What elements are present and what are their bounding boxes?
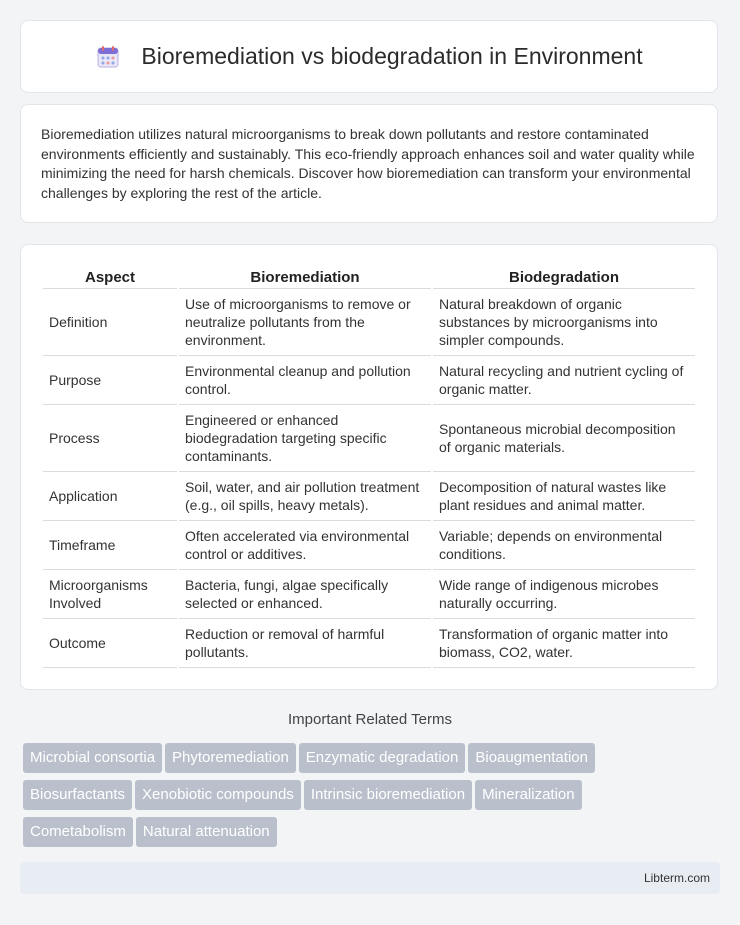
biodegradation-cell: Decomposition of natural wastes like plant residues and animal matter.: [433, 472, 695, 521]
bioremediation-cell: Reduction or removal of harmful pollutants.: [179, 619, 431, 668]
table-row: [43, 619, 695, 668]
biodegradation-cell: Variable; depends on environmental conditions.: [433, 521, 695, 570]
related-term-tag[interactable]: Phytoremediation: [165, 743, 296, 773]
related-term-tag[interactable]: Intrinsic bioremediation: [304, 780, 472, 810]
biodegradation-cell: Wide range of indigenous microbes naturally occurring.: [433, 570, 695, 619]
biodegradation-cell: Natural recycling and nutrient cycling of organic matter.: [433, 356, 695, 405]
footer-site-link[interactable]: Libterm.com: [643, 871, 710, 885]
bioremediation-cell: Bacteria, fungi, algae specifically selected or enhanced.: [179, 570, 431, 619]
related-terms-list: [23, 743, 723, 854]
comparison-card: [20, 244, 718, 690]
column-header: Bioremediation: [179, 265, 431, 289]
bioremediation-cell: Often accelerated via environmental control or additives.: [179, 521, 431, 570]
aspect-cell: Timeframe: [43, 521, 177, 570]
related-terms-title: Important Related Terms: [288, 711, 452, 728]
related-term-tag[interactable]: Natural attenuation: [136, 817, 277, 847]
related-term-tag[interactable]: Cometabolism: [23, 817, 133, 847]
aspect-cell: Definition: [43, 289, 177, 356]
bioremediation-cell: Engineered or enhanced biodegradation targeting specific contaminants.: [179, 405, 431, 472]
footer: [20, 862, 720, 894]
table-row: [43, 405, 695, 472]
related-term-tag[interactable]: Microbial consortia: [23, 743, 162, 773]
bioremediation-cell: Soil, water, and air pollution treatment (e.g., oil spills, heavy metals).: [179, 472, 431, 521]
page-title: [95, 43, 642, 70]
bioremediation-cell: Use of microorganisms to remove or neutralize pollutants from the environment.: [179, 289, 431, 356]
table-row: [43, 521, 695, 570]
aspect-cell: Microorganisms Involved: [43, 570, 177, 619]
aspect-cell: Application: [43, 472, 177, 521]
aspect-cell: Purpose: [43, 356, 177, 405]
related-term-tag[interactable]: Mineralization: [475, 780, 582, 810]
bioremediation-cell: Environmental cleanup and pollution control.: [179, 356, 431, 405]
table-row: [43, 289, 695, 356]
intro-card: [20, 104, 718, 223]
related-term-tag[interactable]: Bioaugmentation: [468, 743, 595, 773]
related-term-tag[interactable]: Biosurfactants: [23, 780, 132, 810]
column-header: Biodegradation: [433, 265, 695, 289]
table-row: [43, 472, 695, 521]
biodegradation-cell: Transformation of organic matter into biomass, CO2, water.: [433, 619, 695, 668]
header-card: [20, 20, 718, 93]
related-term-tag[interactable]: Enzymatic degradation: [299, 743, 466, 773]
table-row: [43, 356, 695, 405]
comparison-table: [41, 265, 697, 668]
biodegradation-cell: Natural breakdown of organic substances by microorganisms into simpler compounds.: [433, 289, 695, 356]
table-row: [43, 570, 695, 619]
biodegradation-cell: Spontaneous microbial decomposition of organic materials.: [433, 405, 695, 472]
calendar-icon: [95, 44, 121, 70]
column-header: Aspect: [43, 265, 177, 289]
page-title-text: Bioremediation vs biodegradation in Environment: [141, 43, 643, 69]
table-header-row: [43, 265, 695, 289]
aspect-cell: Outcome: [43, 619, 177, 668]
intro-text: Bioremediation utilizes natural microorganisms to break down pollutants and restore contaminated environments efficiently and sustainably. This eco-friendly approach enhances soil and water quality while minimizing the need for harsh chemicals. Discover how bioremediation can transform your environmental challenges by exploring the rest of the article.: [41, 126, 695, 201]
aspect-cell: Process: [43, 405, 177, 472]
related-term-tag[interactable]: Xenobiotic compounds: [135, 780, 301, 810]
